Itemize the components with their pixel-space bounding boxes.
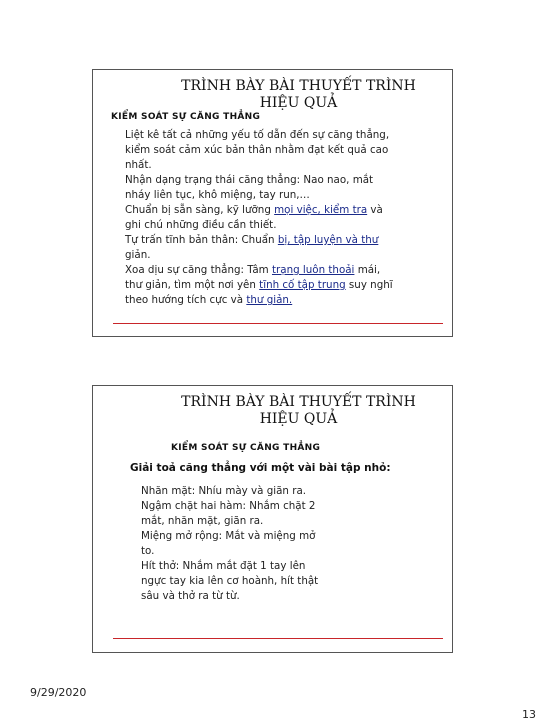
bullet-5-text-c: suy nghĩ theo hướng tích cực và [125, 279, 393, 306]
slide-1-red-rule [113, 323, 443, 324]
bullet-3-text-a: Chuẩn bị sẵn sàng, kỹ lưỡng [125, 204, 275, 216]
slide-2-title-line-1: TRÌNH BÀY BÀI THUYẾT TRÌNH [181, 394, 416, 410]
slide-2-title [93, 394, 452, 428]
bullet-5-text-b: mái, thư giản, tìm một nơi yên [125, 264, 381, 291]
slide-2-bullet-2: Ngậm chặt hai hàm: Nhắm chặt 2 mắt, nhăn mặt, giãn ra. [141, 500, 316, 527]
bullet-5-text-a: Xoa dịu sự căng thẳng: Tâm [125, 264, 272, 276]
slide-2-exercise-heading: Giải toả căng thẳng với một vài bài tập nhỏ: [130, 462, 391, 474]
page-number: 13 [522, 708, 536, 721]
slide-2-bullet-1: Nhăn mặt: Nhíu mày và giãn ra. [141, 485, 307, 497]
slide-2-red-rule [113, 638, 443, 639]
bullet-3-link[interactable]: mọi việc, kiểm tra [274, 204, 368, 216]
slide-1-bullet-5 [125, 263, 393, 308]
slide-1-title [93, 78, 452, 112]
slide-1-bullet-3 [125, 203, 393, 233]
slide-2-subheading: KIỂM SOÁT SỰ CĂNG THẲNG [171, 443, 321, 453]
slide-1-subheading: KIỂM SOÁT SỰ CĂNG THẲNG [111, 112, 261, 122]
slide-1-title-line-2: HIỆU QUẢ [259, 95, 338, 111]
slide-1 [92, 69, 453, 337]
bullet-5-link-1[interactable]: trạng luôn thoải [271, 264, 355, 276]
bullet-5-link-2[interactable]: tĩnh cố tập trung [259, 279, 346, 291]
bullet-4-text-b: giản. [125, 249, 151, 261]
slide-2-bullet-list [141, 484, 319, 604]
bullet-5-link-3[interactable]: thư giản. [246, 294, 293, 306]
slide-1-bullet-4 [125, 233, 393, 263]
slide-2-bullet-4: Hít thở: Nhắm mắt đặt 1 tay lên ngực tay kia lên cơ hoành, hít thật sâu và thở ra từ từ. [141, 560, 319, 602]
slide-1-bullet-2: Nhận dạng trạng thái căng thẳng: Nao nao, mắt nháy liên tục, khô miệng, tay run,… [125, 174, 374, 201]
slide-2 [92, 385, 453, 653]
bullet-4-link[interactable]: bị, tập luyện và thư [277, 234, 379, 246]
bullet-3-text-b: và ghi chú những điều cần thiết. [125, 204, 383, 231]
slide-1-title-line-1: TRÌNH BÀY BÀI THUYẾT TRÌNH [181, 78, 416, 94]
slide-1-bullet-1: Liệt kê tất cả những yếu tố dẫn đến sự căng thẳng, kiểm soát cảm xúc bản thân nhằm đạt kết quả cao nhất. [125, 129, 390, 171]
slide-1-bullet-list [125, 128, 393, 308]
bullet-4-text-a: Tự trấn tĩnh bản thân: Chuẩn [125, 234, 278, 246]
footer-date: 9/29/2020 [30, 686, 87, 699]
slide-2-bullet-3: Miệng mở rộng: Mắt và miệng mở to. [141, 530, 316, 557]
slide-2-title-line-2: HIỆU QUẢ [259, 411, 338, 427]
